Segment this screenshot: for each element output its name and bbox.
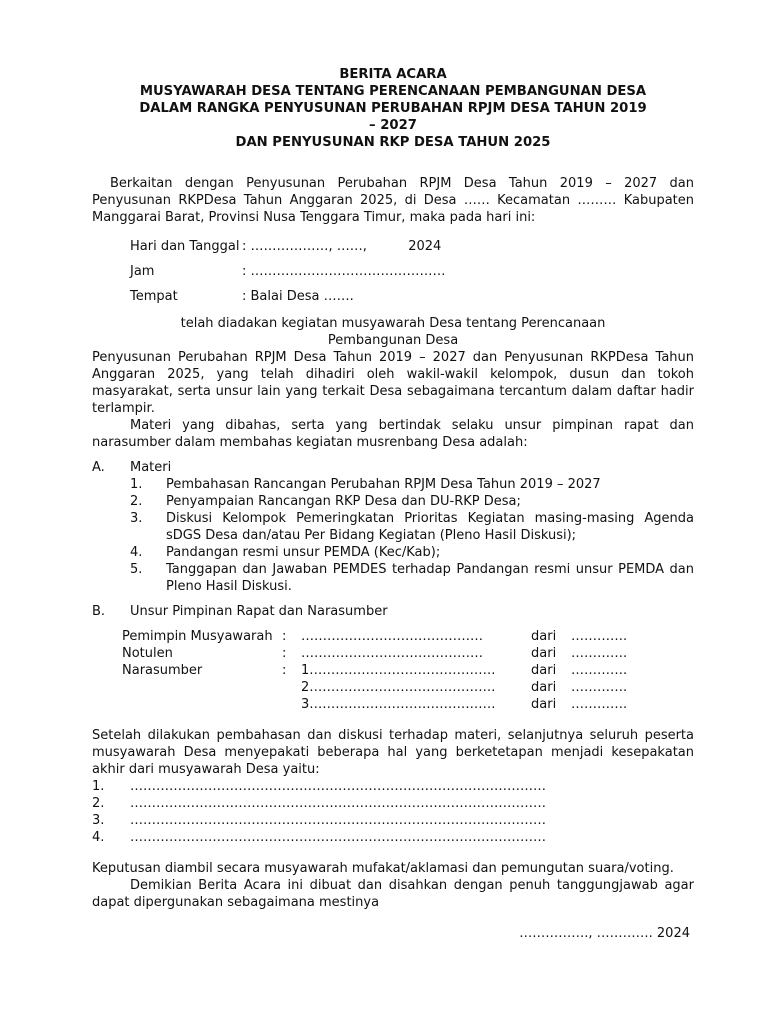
- list-item: [92, 812, 694, 829]
- results-list: [92, 778, 694, 846]
- title-line-4: – 2027: [369, 118, 417, 133]
- officer-origin: ………….: [571, 680, 628, 695]
- closing-paragraph: Demikian Berita Acara ini dibuat dan disahkan dengan penuh tanggungjawab agar dapat dipergunakan sebagaimana mestinya: [92, 878, 694, 910]
- title-line-1: BERITA ACARA: [339, 67, 447, 82]
- officer-dari: dari: [531, 697, 557, 712]
- info-value: : ………………………………………: [242, 264, 446, 279]
- result-number: 2.: [92, 796, 105, 811]
- officer-name: ……………………………………: [301, 629, 483, 644]
- section-a: [92, 459, 694, 595]
- result-text: ……………………………………………………………………………………: [130, 796, 546, 811]
- item-text: Diskusi Kelompok Pemeringkatan Prioritas Kegiatan masing-masing Agenda sDGS Desa dan/atau Per Bidang Kegiatan (Pleno Hasil Diskusi);: [166, 511, 694, 543]
- title-line-2: MUSYAWARAH DESA TENTANG PERENCANAAN PEMBANGUNAN DESA: [139, 84, 647, 99]
- info-row-place: [92, 284, 694, 309]
- info-block: [92, 234, 694, 309]
- date-line: ……………., …………. 2024: [519, 926, 690, 941]
- officer-origin: ………….: [571, 629, 628, 644]
- title-line-5: DAN PENYUSUNAN RKP DESA TAHUN 2025: [235, 135, 551, 150]
- after-discussion-paragraph: Setelah dilakukan pembahasan dan diskusi terhadap materi, selanjutnya seluruh peserta musyawarah Desa menyepakati beberapa hal yang berketetapan menjadi kesepakatan akhir dari musyawarah Desa yaitu:: [92, 728, 694, 777]
- officer-label: Pemimpin Musyawarah: [122, 629, 273, 644]
- officer-colon: :: [282, 646, 287, 661]
- section-title: Unsur Pimpinan Rapat dan Narasumber: [130, 604, 388, 619]
- section-title: Materi: [130, 460, 172, 475]
- section-b: [92, 603, 694, 713]
- item-text: Pandangan resmi unsur PEMDA (Kec/Kab);: [166, 545, 441, 560]
- officer-label: Notulen: [122, 646, 173, 661]
- item-text: Tanggapan dan Jawaban PEMDES terhadap Pandangan resmi unsur PEMDA dan Pleno Hasil Diskusi.: [166, 562, 694, 594]
- officer-dari: dari: [531, 680, 557, 695]
- info-label: Tempat: [130, 289, 178, 304]
- list-item: [130, 476, 694, 493]
- officer-name: 3…………………………………….: [301, 697, 496, 712]
- officer-row: [92, 679, 694, 696]
- doc-title: [92, 66, 694, 151]
- officer-dari: dari: [531, 646, 557, 661]
- officer-colon: :: [282, 663, 287, 678]
- officer-dari: dari: [531, 663, 557, 678]
- title-line-3: DALAM RANGKA PENYUSUNAN PERUBAHAN RPJM DESA TAHUN 2019: [139, 101, 647, 116]
- info-label: Jam: [130, 264, 155, 279]
- officer-origin: ………….: [571, 646, 628, 661]
- officer-name: 1…………………………………….: [301, 663, 496, 678]
- list-item: [130, 561, 694, 595]
- officer-dari: dari: [531, 629, 557, 644]
- list-item: [92, 795, 694, 812]
- officer-name: 2…………………………………….: [301, 680, 496, 695]
- held-body-paragraph: Penyusunan Perubahan RPJM Desa Tahun 2019 – 2027 dan Penyusunan RKPDesa Tahun Anggaran 2025, yang telah dihadiri oleh wakil-wakil kelompok, dusun dan tokoh masyarakat, serta unsur lain yang terkait Desa sebagaimana tercantum dalam daftar hadir terlampir.: [92, 350, 694, 416]
- info-label: Hari dan Tanggal: [130, 239, 240, 254]
- list-item: [130, 510, 694, 544]
- info-row-time: [92, 259, 694, 284]
- list-item: [130, 544, 694, 561]
- officer-label: [92, 696, 282, 713]
- item-number: 5.: [130, 562, 143, 577]
- item-text: Pembahasan Rancangan Perubahan RPJM Desa Tahun 2019 – 2027: [166, 477, 601, 492]
- item-number: 2.: [130, 494, 143, 509]
- result-number: 3.: [92, 813, 105, 828]
- officer-row: [92, 628, 694, 645]
- officer-colon: [282, 696, 301, 713]
- intro-paragraph: Berkaitan dengan Penyusunan Perubahan RPJM Desa Tahun 2019 – 2027 dan Penyusunan RKPDesa Tahun Anggaran 2025, di Desa …… Kecamatan ……… Kabupaten Manggarai Barat, Provinsi Nusa Tenggara Timur, maka pada hari ini:: [92, 176, 694, 225]
- list-item: [92, 829, 694, 846]
- section-letter: B.: [92, 604, 106, 619]
- result-text: ……………………………………………………………………………………: [130, 830, 546, 845]
- section-letter: A.: [92, 460, 105, 475]
- document-page: [92, 66, 694, 942]
- officer-label: Narasumber: [122, 663, 203, 678]
- decision-paragraph: Keputusan diambil secara musyawarah mufakat/aklamasi dan pemungutan suara/voting.: [92, 861, 674, 876]
- officer-label: [92, 679, 282, 696]
- officer-origin: ………….: [571, 697, 628, 712]
- info-row-date: [92, 234, 694, 259]
- officer-row: [92, 696, 694, 713]
- materi-intro-paragraph: Materi yang dibahas, serta yang bertindak selaku unsur pimpinan rapat dan narasumber dalam membahas kegiatan musrenbang Desa adalah:: [92, 418, 694, 450]
- result-number: 1.: [92, 779, 105, 794]
- officer-name: ……………………………………: [301, 646, 483, 661]
- list-item: [130, 493, 694, 510]
- officer-row: [92, 662, 694, 679]
- info-value: : Balai Desa …….: [242, 289, 354, 304]
- list-item: [92, 778, 694, 795]
- item-text: Penyampaian Rancangan RKP Desa dan DU-RKP Desa;: [166, 494, 521, 509]
- info-value: : ………………, ……, 2024: [242, 239, 442, 254]
- result-text: ……………………………………………………………………………………: [130, 779, 546, 794]
- item-number: 4.: [130, 545, 143, 560]
- item-number: 1.: [130, 477, 143, 492]
- held-center-text: telah diadakan kegiatan musyawarah Desa tentang Perencanaan Pembangunan Desa: [180, 316, 606, 348]
- result-text: ……………………………………………………………………………………: [130, 813, 546, 828]
- officer-origin: ………….: [571, 663, 628, 678]
- officer-colon: :: [282, 629, 287, 644]
- item-number: 3.: [130, 511, 143, 526]
- officer-row: [92, 645, 694, 662]
- result-number: 4.: [92, 830, 105, 845]
- officer-colon: [282, 679, 301, 696]
